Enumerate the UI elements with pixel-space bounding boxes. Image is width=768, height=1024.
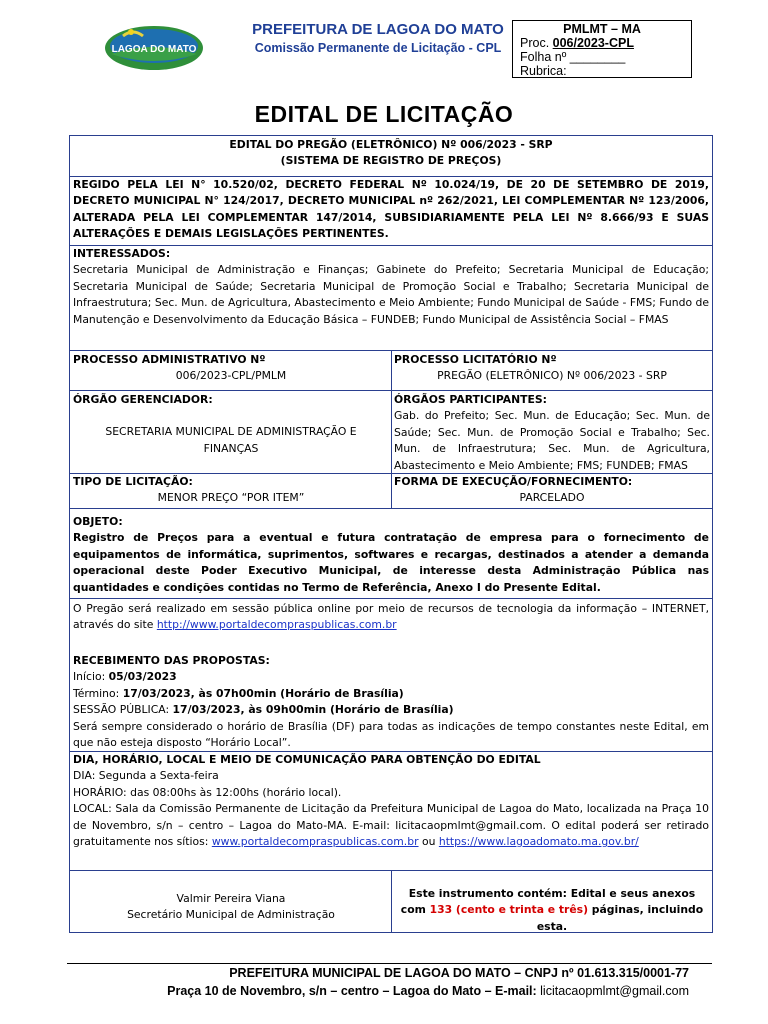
- inicio-line: Início: 05/03/2023: [73, 670, 177, 684]
- horario-note: Será sempre considerado o horário de Brasília (DF) para todas as indicações de tempo constantes neste Edital, em que não esteja disposto “Horário Local”.: [73, 719, 709, 750]
- stamp-proc: Proc. 006/2023-CPL: [520, 36, 634, 50]
- forma-execucao: FORMA DE EXECUÇÃO/FORNECIMENTO: PARCELADO: [394, 475, 633, 505]
- sessao-line: SESSÃO PÚBLICA: 17/03/2023, às 09h00min (Horário de Brasília): [73, 703, 454, 717]
- page-count: 133 (cento e trinta e três): [429, 903, 589, 917]
- pregao-info: O Pregão será realizado em sessão pública online por meio de recursos de tecnologia da informação – INTERNET, através do site http://www.portaldecompraspublicas.com.br: [73, 602, 709, 632]
- header-title: PREFEITURA DE LAGOA DO MATO: [252, 21, 504, 38]
- footer-line2: Praça 10 de Novembro, s/n – centro – Lagoa do Mato – E-mail: licitacaopmlmt@gmail.com: [167, 984, 689, 998]
- footer-divider: [67, 963, 712, 964]
- footer-line1: PREFEITURA MUNICIPAL DE LAGOA DO MATO – CNPJ nº 01.613.315/0001-77: [229, 966, 689, 980]
- stamp-line1: PMLMT – MA: [563, 22, 641, 36]
- footer-email: licitacaopmlmt@gmail.com: [540, 984, 689, 998]
- objeto-section: OBJETO: Registro de Preços para a eventual e futura contratação de empresa para o fornecimento de equipamentos de informática, suprimentos, softwares e recargas, destinados a atender a demanda operacional deste Poder Executivo Municipal, de interesse desta Administração Pública nas quantidades e condições contidas no Termo de Referência, Anexo I do Presente Edital.: [73, 515, 709, 594]
- portal-compras-link[interactable]: http://www.portaldecompraspublicas.com.br: [156, 618, 397, 632]
- process-stamp-box: [512, 20, 692, 78]
- processo-licitatorio: PROCESSO LICITATÓRIO Nº PREGÃO (ELETRÔNICO) Nº 006/2023 - SRP: [394, 353, 667, 383]
- orgao-gerenciador: ÓRGÃO GERENCIADOR: SECRETARIA MUNICIPAL DE ADMINISTRAÇÃO E FINANÇAS: [73, 393, 357, 455]
- legal-basis: REGIDO PELA LEI N° 10.520/02, DECRETO FEDERAL Nº 10.024/19, DE 20 DE SETEMBRO DE 2019, DECRETO MUNICIPAL N° 124/2017, DECRETO MUNICIPAL nº 262/2021, LEI COMPLEMENTAR Nº 123/2006, ALTERADA PELA LEI COMPLEMENTAR 147/2014, SUBSIDIARIAMENTE PELA LEI Nº 8.666/93 E SUAS ALTERAÇÕES E DEMAIS LEGISLAÇÕES PERTINENTES.: [73, 178, 709, 241]
- obtencao-edital-section: DIA, HORÁRIO, LOCAL E MEIO DE COMUNICAÇÃO PARA OBTENÇÃO DO EDITAL DIA: Segunda a Sexta-feira HORÁRIO: das 08:00hs às 12:00hs (horário local). LOCAL: Sala da Comissão Permanente de Licitação da Prefeitura Municipal de Lagoa do Mato, localizada na Praça 10 de Novembro, s/n – centro – Lagoa do Mato-MA. E-mail: licitacaopmlmt@gmail.com. O edital poderá ser retirado gratuitamente nos sítios: www.portaldecompraspublicas.com.br ou https://www.lagoadomato.ma.gov.br/: [73, 753, 709, 849]
- lagoa-do-mato-site-link[interactable]: https://www.lagoadomato.ma.gov.br/: [438, 835, 639, 849]
- processo-administrativo: PROCESSO ADMINISTRATIVO Nº 006/2023-CPL/PMLM: [73, 353, 287, 383]
- tipo-licitacao: TIPO DE LICITAÇÃO: MENOR PREÇO “POR ITEM”: [73, 475, 305, 505]
- signer-name: Valmir Pereira Viana: [176, 892, 286, 905]
- stamp-rubrica: Rubrica:: [520, 64, 567, 78]
- page-title: EDITAL DE LICITAÇÃO: [254, 101, 514, 127]
- logo-text: LAGOA DO MATO: [111, 44, 197, 55]
- termino-line: Término: 17/03/2023, às 07h00min (Horário de Brasília): [73, 686, 404, 700]
- edital-heading: EDITAL DO PREGÃO (ELETRÔNICO) Nº 006/2023 - SRP (SISTEMA DE REGISTRO DE PREÇOS): [229, 138, 553, 168]
- signer-role: Secretário Municipal de Administração: [127, 908, 335, 922]
- municipality-logo: [103, 22, 205, 72]
- orgaos-participantes: ÓRGÃOS PARTICIPANTES: Gab. do Prefeito; Sec. Mun. de Educação; Sec. Mun. de Saúde; Sec. Mun. de Promoção Social e Trabalho; Sec. Mun. de Infraestrutura; Sec. Mun. de Agricultura, Abastecimento e Meio Ambiente; FMS; FUNDEB; FMAS: [394, 393, 710, 472]
- signature-block: [73, 891, 389, 924]
- portal-compras-link-2[interactable]: www.portaldecompraspublicas.com.br: [211, 835, 419, 849]
- header-subtitle: Comissão Permanente de Licitação - CPL: [254, 41, 502, 55]
- recebimento-propostas: RECEBIMENTO DAS PROPOSTAS: Início: 05/03/2023 Término: 17/03/2023, às 07h00min (Horário de Brasília) SESSÃO PÚBLICA: 17/03/2023, às 09h00min (Horário de Brasília) Será sempre considerado o horário de Brasília (DF) para todas as indicações de tempo constantes neste Edital, em que não esteja disposto “Horário Local”.: [73, 653, 709, 751]
- instrumento-info: Este instrumento contém: Edital e seus anexos com 133 (cento e trinta e três) páginas, incluindo esta.: [400, 887, 704, 933]
- interessados-section: INTERESSADOS: Secretaria Municipal de Administração e Finanças; Gabinete do Prefeito; Secretaria Municipal de Educação; Secretaria Municipal de Saúde; Secretaria Municipal de Promoção Social e Trabalho; Secretaria Municipal de Infraestrutura; Sec. Mun. de Agricultura, Abastecimento e Meio Ambiente; Fundo Municipal de Saúde - FMS; Fundo de Manutenção e Desenvolvimento da Educação Básica – FUNDEB; Fundo Municipal de Assistência Social – FMAS: [73, 247, 709, 326]
- stamp-folha: Folha nº ________: [520, 50, 626, 64]
